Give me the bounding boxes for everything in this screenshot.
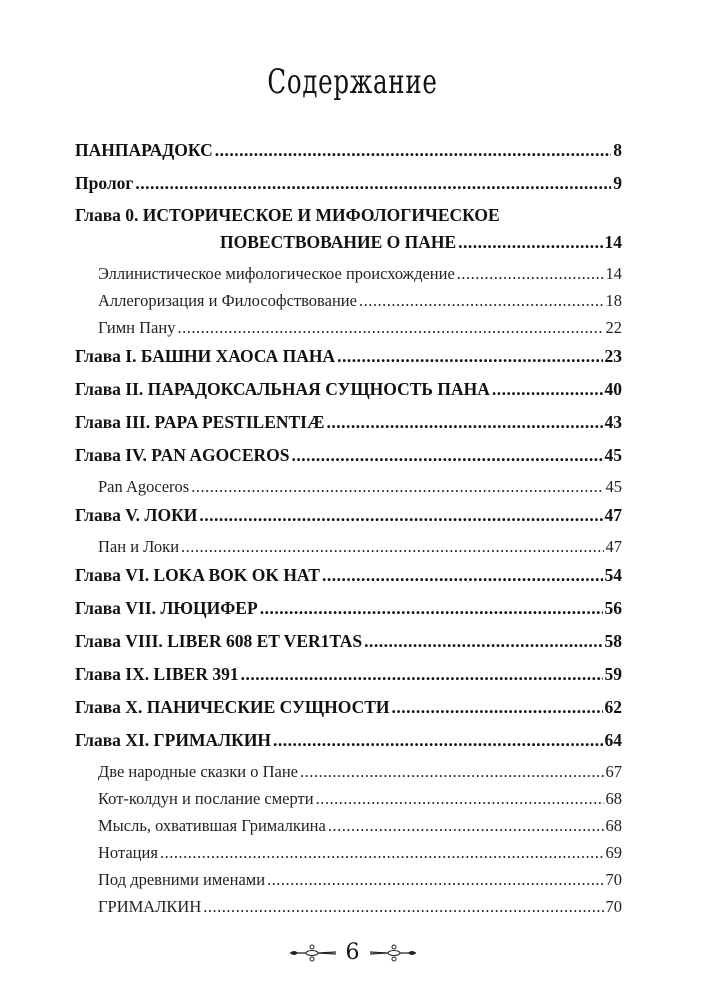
toc-entry-label: Гимн Пану	[98, 318, 176, 337]
toc-entry-page: 45	[605, 477, 622, 496]
toc-entry-page: 70	[605, 870, 622, 889]
toc-entry-label: Глава III. PAPA PESTILENTIÆ	[75, 412, 325, 432]
toc-section-entry[interactable]	[75, 534, 622, 561]
toc-entry-label: Мысль, охватившая Грималкина	[98, 816, 326, 835]
dot-leader	[492, 375, 603, 403]
toc-section-entry[interactable]	[75, 894, 622, 921]
toc-chapter-entry[interactable]	[75, 169, 622, 202]
dot-leader	[241, 660, 603, 688]
toc-entry-page: 18	[605, 291, 622, 310]
toc-chapter-entry[interactable]	[75, 501, 622, 534]
toc-section-entry[interactable]	[75, 813, 622, 840]
toc-entry-page: 22	[605, 318, 622, 337]
toc-section-entry[interactable]	[75, 867, 622, 894]
toc-entry-label: Пролог	[75, 173, 134, 193]
toc-chapter-entry[interactable]	[75, 726, 622, 759]
dot-leader	[327, 408, 603, 436]
dot-leader	[322, 561, 603, 589]
toc-entry-label: ПОВЕСТВОВАНИЕ О ПАНЕ	[220, 232, 457, 252]
toc-entry-label: Две народные сказки о Пане	[98, 762, 299, 781]
toc-entry-page: 40	[604, 379, 622, 399]
toc-entry-page: 45	[604, 445, 622, 465]
toc-section-entry[interactable]	[75, 840, 622, 867]
toc-entry-label: Глава VIII. LIBER 608 ET VER1TAS	[75, 631, 363, 651]
toc-entry-label: Аллегоризация и Философствование	[98, 291, 357, 310]
dot-leader	[458, 228, 602, 256]
toc-entry-page: 8	[613, 140, 622, 160]
toc-section-entry[interactable]	[75, 474, 622, 501]
dot-leader	[337, 342, 602, 370]
toc-chapter-entry[interactable]	[75, 561, 622, 594]
page-title: Содержание	[267, 62, 438, 102]
dot-leader	[291, 441, 602, 469]
toc-entry-label: Глава VI. LOKA BOK OK HAT	[75, 565, 320, 585]
toc-entry-label: Нотация	[98, 843, 158, 862]
toc-chapter-entry[interactable]	[75, 342, 622, 375]
dot-leader	[267, 867, 603, 893]
toc-chapter-entry[interactable]	[75, 693, 622, 726]
toc-entry-title-line: Глава 0. ИСТОРИЧЕСКОЕ И МИФОЛОГИЧЕСКОЕ	[75, 205, 500, 225]
dot-leader	[364, 627, 602, 655]
toc-section-entry[interactable]	[75, 261, 622, 288]
toc-chapter-entry[interactable]	[75, 228, 622, 261]
toc-entry-page: 68	[605, 789, 622, 808]
dot-leader	[199, 501, 602, 529]
toc-section-entry[interactable]	[75, 786, 622, 813]
toc-entry-label: Глава I. БАШНИ ХАОСА ПАНА	[75, 346, 336, 366]
ornament-left-icon	[288, 943, 338, 963]
dot-leader	[203, 894, 603, 920]
page-footer	[0, 940, 705, 965]
dot-leader	[392, 693, 603, 721]
toc-entry-page: 43	[604, 412, 622, 432]
toc-entry-label: Кот-колдун и послание смерти	[98, 789, 314, 808]
dot-leader	[160, 840, 604, 866]
toc-entry-page: 23	[604, 346, 622, 366]
toc-entry-page: 47	[604, 505, 622, 525]
dot-leader	[135, 169, 611, 197]
dot-leader	[191, 474, 603, 500]
dot-leader	[316, 786, 604, 812]
toc-entry-label: Глава XI. ГРИМАЛКИН	[75, 730, 272, 750]
toc-entry-label: Пан и Локи	[98, 537, 180, 556]
toc-entry-page: 64	[604, 730, 622, 750]
toc-chapter-entry[interactable]	[75, 136, 622, 169]
toc-entry-label: Pan Agoceros	[98, 477, 190, 496]
dot-leader	[260, 594, 603, 622]
toc-entry-label: ГРИМАЛКИН	[98, 897, 202, 916]
toc-entry-page: 70	[605, 897, 622, 916]
toc-entry-label: Под древними именами	[98, 870, 266, 889]
toc-entry-label: ПАНПАРАДОКС	[75, 140, 213, 160]
dot-leader	[181, 534, 603, 560]
toc-entry-page: 59	[604, 664, 622, 684]
toc-entry-page: 67	[605, 762, 622, 781]
dot-leader	[328, 813, 604, 839]
toc-entry-page: 56	[604, 598, 622, 618]
toc-section-entry[interactable]	[75, 315, 622, 342]
toc-chapter-entry[interactable]	[75, 375, 622, 408]
dot-leader	[273, 726, 602, 754]
toc-section-entry[interactable]	[75, 759, 622, 786]
page-number: 6	[345, 940, 360, 965]
toc-entry-page: 58	[604, 631, 622, 651]
toc-chapter-entry[interactable]	[75, 660, 622, 693]
toc-chapter-entry[interactable]	[75, 408, 622, 441]
toc-entry-page: 14	[604, 232, 622, 252]
toc-chapter-entry[interactable]	[75, 627, 622, 660]
toc-chapter-entry[interactable]	[75, 594, 622, 627]
ornament-right-icon	[368, 943, 418, 963]
toc-section-entry[interactable]	[75, 288, 622, 315]
toc-entry-label: Глава IX. LIBER 391	[75, 664, 239, 684]
toc-entry-page: 54	[604, 565, 622, 585]
dot-leader	[359, 288, 604, 314]
toc-entry-page: 14	[605, 264, 622, 283]
toc-entry-label: Глава II. ПАРАДОКСАЛЬНАЯ СУЩНОСТЬ ПАНА	[75, 379, 490, 399]
toc-entry-label: Глава V. ЛОКИ	[75, 505, 198, 525]
table-of-contents	[75, 136, 622, 921]
toc-entry-label: Глава X. ПАНИЧЕСКИЕ СУЩНОСТИ	[75, 697, 390, 717]
toc-entry-page: 62	[604, 697, 622, 717]
toc-entry-label: Глава IV. PAN AGOCEROS	[75, 445, 290, 465]
dot-leader	[300, 759, 603, 785]
toc-entry-page: 69	[605, 843, 622, 862]
toc-entry-page: 47	[605, 537, 622, 556]
dot-leader	[215, 136, 612, 164]
dot-leader	[177, 315, 603, 341]
toc-entry-page: 9	[613, 173, 622, 193]
toc-entry-label: Глава VII. ЛЮЦИФЕР	[75, 598, 258, 618]
dot-leader	[457, 261, 604, 287]
toc-entry-label: Эллинистическое мифологическое происхождение	[98, 264, 455, 283]
toc-entry-page: 68	[605, 816, 622, 835]
toc-chapter-entry[interactable]	[75, 441, 622, 474]
